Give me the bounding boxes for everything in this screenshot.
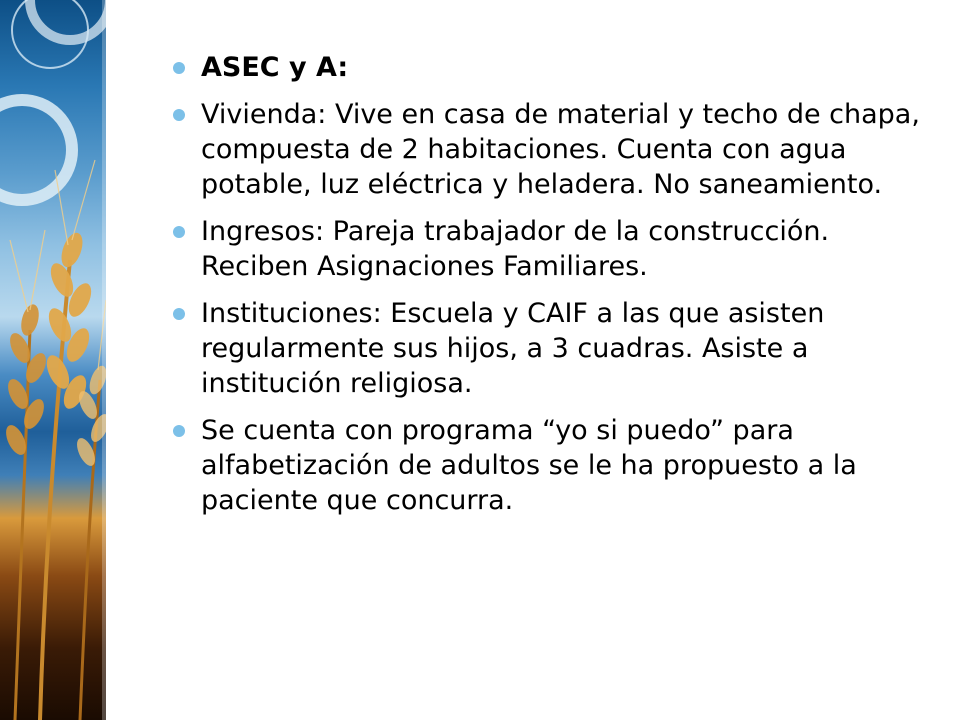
bullet-text: Se cuenta con programa “yo si puedo” para alfabetización de adultos se le ha propuesto a la paciente que concurra. — [201, 415, 857, 516]
bullet-item-heading — [168, 50, 938, 85]
wheat-sky-decoration — [0, 0, 106, 720]
bullet-item-vivienda — [168, 97, 938, 202]
bullet-text: Vivienda: Vive en casa de material y techo de chapa, compuesta de 2 habitaciones. Cuenta con agua potable, luz eléctrica y heladera. No saneamiento. — [201, 99, 920, 200]
bullet-item-instituciones — [168, 296, 938, 401]
bullet-text: Ingresos: Pareja trabajador de la construcción. Reciben Asignaciones Familiares. — [201, 216, 830, 282]
bullet-item-ingresos — [168, 214, 938, 284]
bullet-item-programa — [168, 413, 938, 518]
wheat-image — [0, 0, 106, 720]
bullet-dot-icon — [173, 62, 185, 74]
bullet-text: Instituciones: Escuela y CAIF a las que asisten regularmente sus hijos, a 3 cuadras. Asiste a institución religiosa. — [201, 298, 825, 399]
bullet-list — [168, 50, 938, 518]
bullet-text: ASEC y A: — [201, 52, 349, 83]
bullet-dot-icon — [173, 425, 185, 437]
bullet-dot-icon — [173, 308, 185, 320]
slide-content — [168, 50, 938, 530]
bullet-dot-icon — [173, 226, 185, 238]
bullet-dot-icon — [173, 109, 185, 121]
